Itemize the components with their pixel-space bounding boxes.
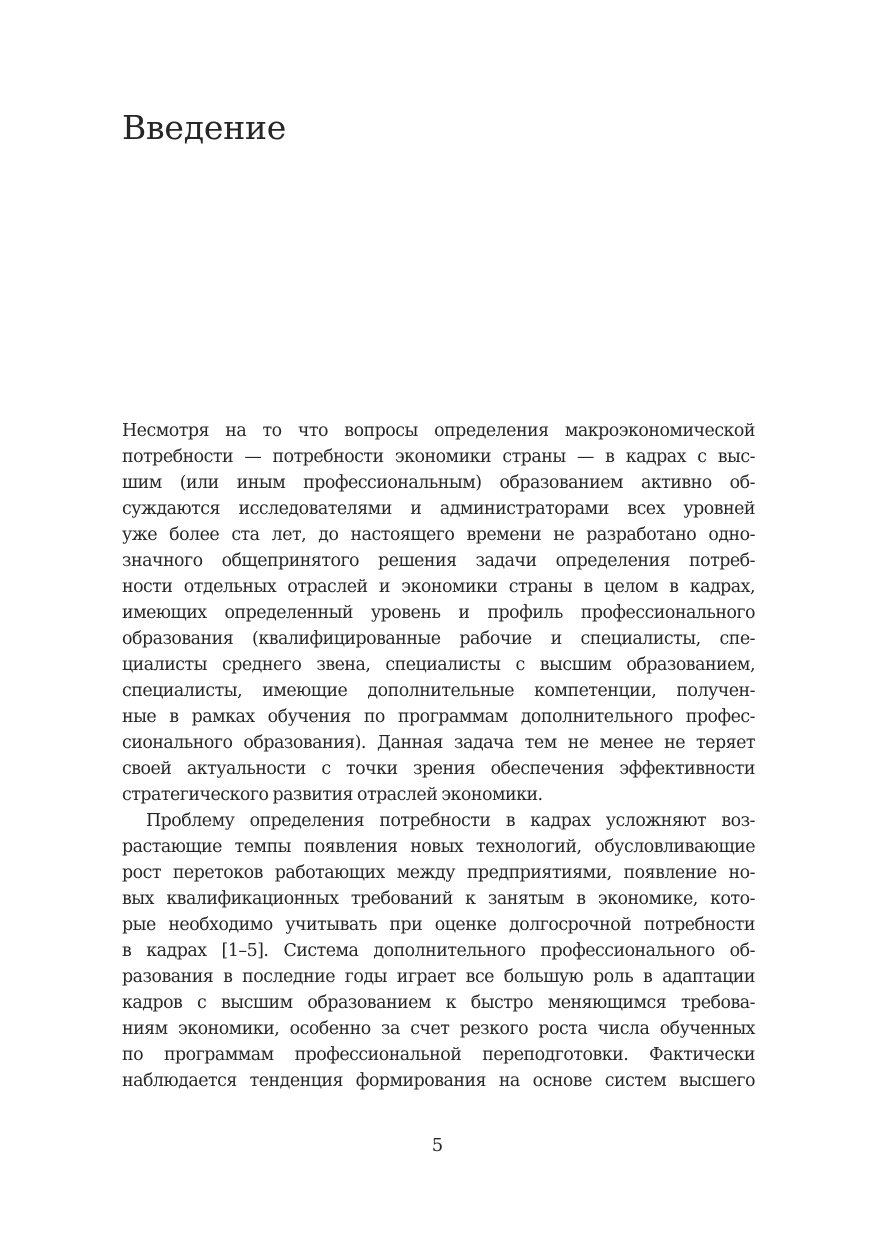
- body-text: [122, 418, 755, 1094]
- text-line: суждаются исследователями и администраторами всех уровней: [122, 499, 755, 519]
- text-line: ные в рамках обучения по программам дополнительного профес-: [122, 707, 755, 727]
- text-line: значного общепринятого решения задачи определения потреб-: [122, 551, 755, 571]
- text-line: образования (квалифицированные рабочие и специалисты, спе-: [122, 629, 755, 649]
- text-line: растающие темпы появления новых технологий, обусловливающие: [122, 837, 755, 857]
- text-line: Проблему определения потребности в кадрах усложняют воз-: [146, 811, 755, 831]
- text-line: специалисты, имеющие дополнительные компетенции, получен-: [122, 681, 755, 701]
- text-line: рост перетоков работающих между предприятиями, появление но-: [122, 863, 755, 883]
- text-line: ниям экономики, особенно за счет резкого роста числа обученных: [122, 1019, 755, 1039]
- page-title: Введение: [122, 108, 287, 147]
- text-line: ности отдельных отраслей и экономики страны в целом в кадрах,: [122, 577, 755, 597]
- text-line: шим (или иным профессиональным) образованием активно об-: [122, 473, 755, 493]
- text-line: потребности — потребности экономики страны — в кадрах с выс-: [122, 447, 755, 467]
- text-line: наблюдается тенденция формирования на основе систем высшего: [122, 1071, 755, 1091]
- text-line: уже более ста лет, до настоящего времени не разработано одно-: [122, 525, 755, 545]
- page-number: 5: [431, 1135, 444, 1156]
- text-line: в кадрах [1–5]. Система дополнительного профессионального об-: [122, 941, 755, 961]
- text-line: своей актуальности с точки зрения обеспечения эффективности: [122, 759, 755, 779]
- text-line: стратегического развития отраслей экономики.: [122, 785, 543, 805]
- text-line: разования в последние годы играет все большую роль в адаптации: [122, 967, 755, 987]
- text-line: вых квалификационных требований к занятым в экономике, кото-: [122, 889, 755, 909]
- text-line: Несмотря на то что вопросы определения макроэкономической: [122, 421, 755, 441]
- text-line: кадров с высшим образованием к быстро меняющимся требова-: [122, 993, 755, 1013]
- text-line: рые необходимо учитывать при оценке долгосрочной потребности: [122, 915, 755, 935]
- text-line: по программам профессиональной переподготовки. Фактически: [122, 1045, 755, 1065]
- text-line: циалисты среднего звена, специалисты с высшим образованием,: [122, 655, 755, 675]
- text-line: сионального образования). Данная задача тем не менее не теряет: [122, 733, 755, 753]
- text-line: имеющих определенный уровень и профиль профессионального: [122, 603, 755, 623]
